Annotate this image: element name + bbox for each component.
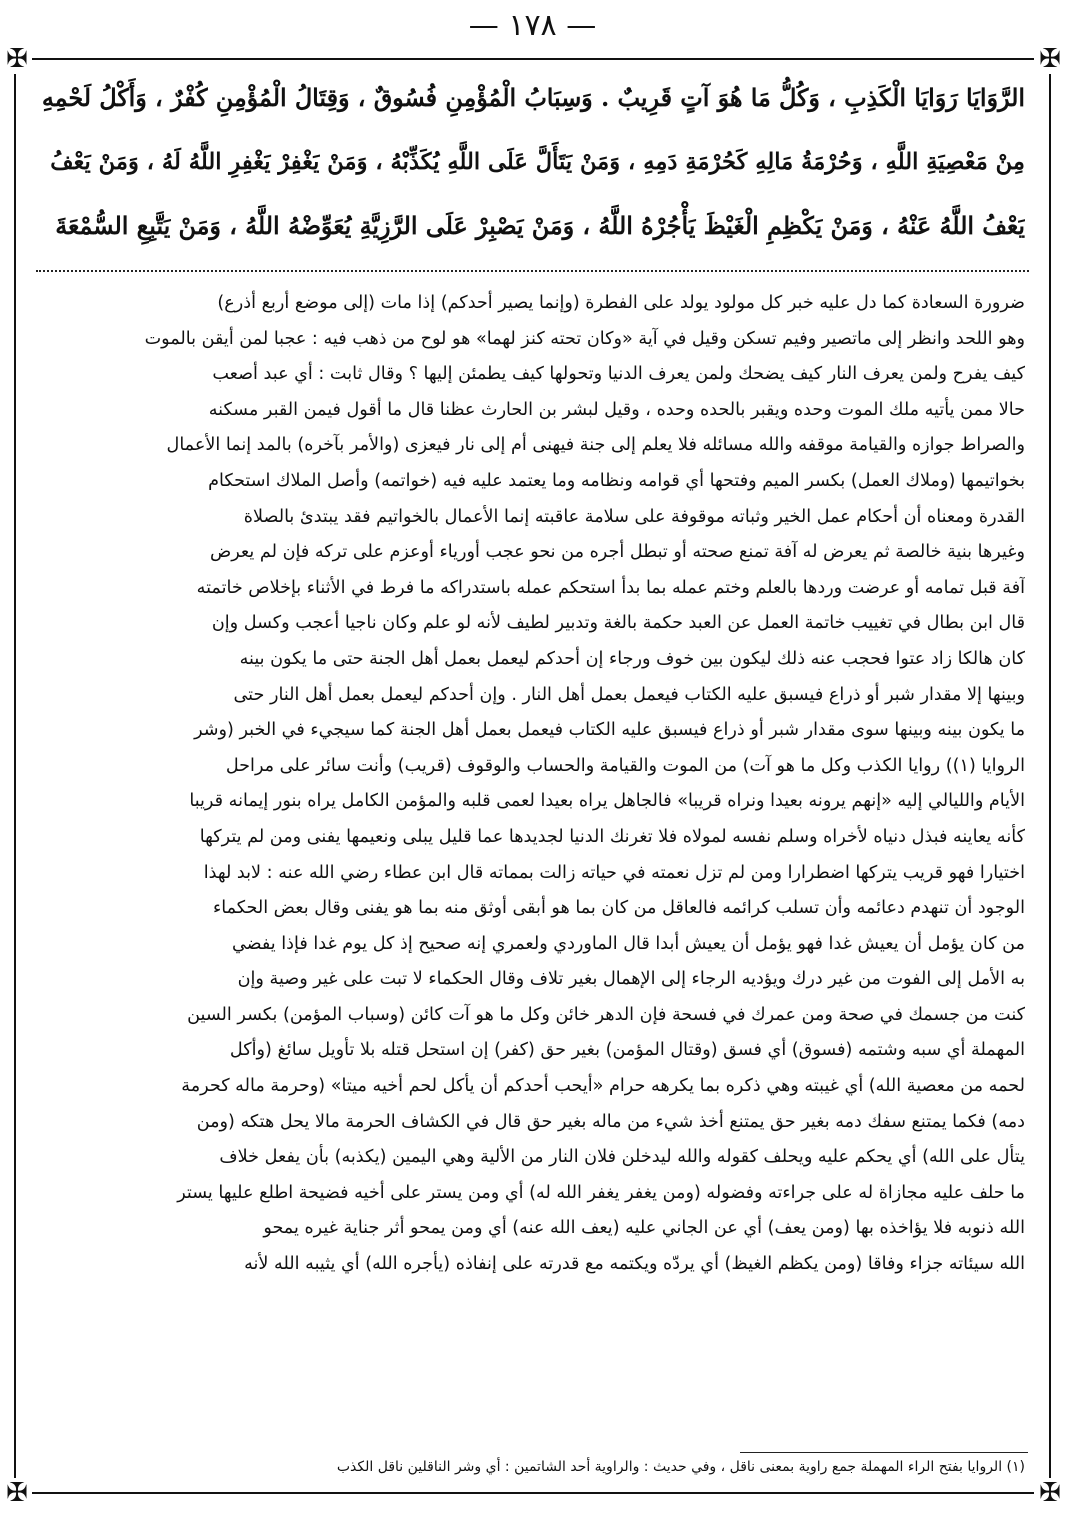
matn-line: مِنْ مَعْصِيَةِ اللَّهِ ، وَحُرْمَةُ مَالِهِ كَحُرْمَةِ دَمِهِ ، وَمَنْ يَتَأَلَّ عَلَى اللَّهِ يُكَذِّبْهُ ، وَمَنْ يَغْفِرْ يَغْفِرِ اللَّهُ لَهُ ، وَمَنْ يَعْفُ xyxy=(50,149,1025,175)
sharh-line: به الأمل إلى الفوت من غير درك ويؤديه الرجاء إلى الإهمال بغير تلاف وقال الحكماء لا تبت على غير وصية وإن xyxy=(237,969,1025,990)
sharh-line: ضرورة السعادة كما دل عليه خبر كل مولود يولد على الفطرة (وإنما يصير أحدكم) إذا مات (إلى موضع أربع أذرع) xyxy=(217,293,1025,313)
sharh-line: وغيرها بنية خالصة ثم يعرض له آفة تمنع صحته أو تبطل أجره من نحو عجب أورياء أوعزم على تركه فإن لم يعرض xyxy=(209,542,1025,563)
sharh-line: كأنه يعاينه فبذل دنياه لأخراه وسلم نفسه لمولاه فلا تغرنك الدنيا لجديدها عما قليل يبلى ونعيمها يفنى ومن لم يتركها xyxy=(199,826,1025,847)
frame-right-rule xyxy=(1049,74,1051,1478)
sharh-line: بخواتيمها (وملاك العمل) بكسر الميم وفتحها أي قوامه ونظامه وما يعتمد عليه فيه (خواتمه) وأصل الملاك استحكام xyxy=(208,470,1025,491)
sharh-line: لحمه من معصية الله) أي غيبته وهي ذكره بما يكرهه حرام «أيحب أحدكم أن يأكل لحم أخيه ميتا» (وحرمة ماله كحرمة xyxy=(181,1076,1025,1097)
sharh-line: يتأل على الله) أي يحكم عليه ويحلف كقوله والله ليدخلن فلان النار من الألية وهي اليمين (يكذبه) بأن يفعل خلاف xyxy=(219,1147,1025,1168)
sharh-line: من كان يؤمل أن يعيش غدا فهو يؤمل أن يعيش أبدا قال الماوردي ولعمري إنه صحيح إذ كل يوم غدا فإذا يفضي xyxy=(231,933,1025,954)
dotted-separator xyxy=(36,270,1029,272)
sharh-line: وبينها إلا مقدار شبر أو ذراع فيسبق عليه الكتاب فيعمل بعمل أهل النار . وإن أحدكم ليعمل بعمل أهل النار حتى xyxy=(233,684,1025,705)
footnote-separator xyxy=(740,1452,1028,1453)
frame-top-rule xyxy=(32,58,1034,60)
sharh-line: كيف يفرح ولمن يعرف النار كيف يضحك ولمن يعرف الدنيا وتحولها كيف يطمئن إليها ؟ وقال ثابت : أي عبد أصعب xyxy=(212,364,1025,385)
sharh-line: الله ذنوبه فلا يؤاخذه بها (ومن يعف) أي عن الجاني عليه (يعف الله عنه) أي ومن يمحو أثر جناية غيره يمحو xyxy=(263,1218,1025,1239)
sharh-line: الله سيئاته جزاء وفاقا (ومن يكظم الغيظ) أي يردّه ويكتمه مع قدرته على إنفاذه (يأجره الله) أي يثيبه الله لأنه xyxy=(244,1254,1025,1275)
sharh-line: الأيام والليالي إليه «إنهم يرونه بعيدا ونراه قريبا» فالجاهل يراه بعيدا لعمى قلبه والمؤمن الكامل يراه بنور إيمانه قريبا xyxy=(189,791,1025,812)
frame-bottom-rule xyxy=(32,1492,1034,1494)
frame-left-rule xyxy=(14,74,16,1478)
sharh-line: آفة قبل تمامه أو عرضت وردها بالعلم وختم عمله بما بدأ استحكم عمله باستدراكه ما فرط في الأثناء بإخلاص خاتمته xyxy=(196,577,1025,598)
ornamental-corner-icon: ✠ xyxy=(1039,1478,1061,1508)
matn-line: الرَّوَايَا رَوَايَا الْكَذِبِ ، وَكُلُّ مَا هُوَ آتٍ قَرِيبٌ . وَسِبَابُ الْمُؤْمِنِ فُسُوقٌ ، وَقِتَالُ الْمُؤْمِنِ كُفْرٌ ، وَأَكْلُ لَحْمِهِ xyxy=(41,84,1025,112)
sharh-line: وهو اللحد وانظر إلى ماتصير وفيم تسكن وقيل في آية «وكان تحته كنز لهما» هو لوح من ذهب فيه : عجبا لمن أيقن بالموت xyxy=(144,328,1025,349)
sharh-block xyxy=(40,286,1025,1283)
sharh-line: حالا ممن يأتيه ملك الموت وحده ويقبر بالحده وحده ، وقيل لبشر بن الحارث عظنا قال ما أقول فيمن القبر مسكنه xyxy=(208,399,1025,420)
matn-block xyxy=(40,66,1025,258)
page-number: — ١٧٨ — xyxy=(468,8,597,43)
sharh-line: ما حلف عليه مجازاة له على جراءته وفضوله (ومن يغفر يغفر الله له) أي ومن يستر على أخيه فضيحة اطلع عليها يستر xyxy=(177,1182,1025,1203)
sharh-line: المهملة أي سبه وشتمه (فسوق) أي فسق (وقتال المؤمن) بغير حق (كفر) إن استحل قتله بلا تأويل سائغ (وأكل xyxy=(229,1040,1025,1061)
sharh-line: الوجود أن تنهدم دعائمه وأن تسلب كرائمه فالعاقل من كان بما هو أبقى أوثق منه بما هو يفنى وقال بعض الحكماء xyxy=(212,898,1025,919)
sharh-line: اختيارا فهو قريب يتركها اضطرارا ومن لم تزل نعمته في حياته زالت بمماته قال ابن عطاء رضي الله عنه : لابد لهذا xyxy=(203,862,1025,883)
sharh-line: الروايا (١)) روايا الكذب وكل ما هو آت) من الموت والقيامة والحساب والوقوف (قريب) وأنت سائر على مراحل xyxy=(225,755,1025,776)
sharh-line: القدرة ومعناه أن أحكام عمل الخير وثباته موقوفة على سلامة عاقبته إنما الأعمال بالخواتيم فقد يبتدئ بالصلاة xyxy=(243,506,1025,527)
ornamental-corner-icon: ✠ xyxy=(6,44,28,74)
sharh-line: دمه) فكما يمتنع سفك دمه بغير حق يمتنع أخذ شيء من ماله بغير حق قال في الكشاف الحرمة مالا يحل هتكه (ومن xyxy=(196,1111,1025,1132)
sharh-line: قال ابن بطال في تغييب خاتمة العمل عن العبد حكمة بالغة وتدبير لطيف لأنه لو علم وكان ناجيا أعجب وكسل وإن xyxy=(211,613,1025,634)
ornamental-corner-icon: ✠ xyxy=(6,1478,28,1508)
matn-line: يَعْفُ اللَّهُ عَنْهُ ، وَمَنْ يَكْظِمِ الْغَيْظَ يَأْجُرْهُ اللَّهُ ، وَمَنْ يَصْبِرْ عَلَى الرَّزِيَّةِ يُعَوِّضْهُ اللَّهُ ، وَمَنْ يَتَّبِعِ السُّمْعَةَ xyxy=(55,212,1025,240)
footnote: (١) الروايا بفتح الراء المهملة جمع راوية بمعنى ناقل ، وفي حديث : والراوية أحد الشاتمين : أي وشر الناقلين ناقل الكذب xyxy=(336,1459,1025,1475)
sharh-line: ما يكون بينه وبينها سوى مقدار شبر أو ذراع فيسبق عليه الكتاب فيعمل بعمل أهل الجنة كما سيجيء في الخبر (وشر xyxy=(194,720,1025,741)
sharh-line: كان هالكا زاد عتوا فحجب عنه ذلك ليكون بين خوف ورجاء إن أحدكم ليعمل بعمل أهل الجنة حتى ما يكون بينه xyxy=(239,648,1025,669)
ornamental-corner-icon: ✠ xyxy=(1039,44,1061,74)
sharh-line: والصراط جوازه والقيامة موقفه والله مسائله فلا يعلم إلى جنة فيهنى أم إلى نار فيعزى (والأمر بآخره) بالمد إنما الأعمال xyxy=(166,435,1025,456)
sharh-line: كنت من جسمك في صحة ومن عمرك في فسحة فإن الدهر خائن وكل ما هو آت كائن (وسباب المؤمن) بكسر السين xyxy=(187,1004,1025,1025)
page-body xyxy=(36,62,1029,1480)
